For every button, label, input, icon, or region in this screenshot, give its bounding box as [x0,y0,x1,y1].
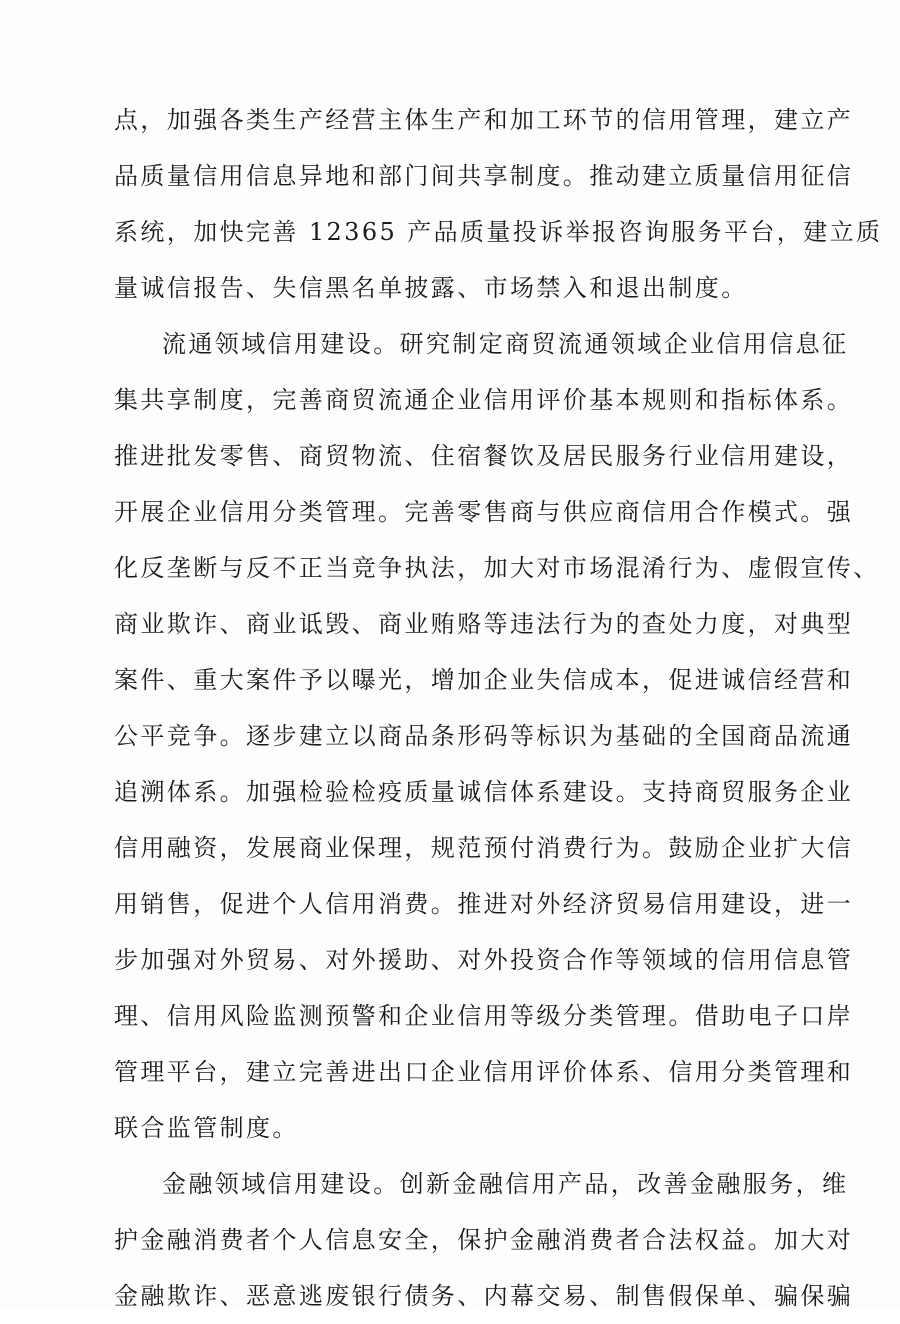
text-line: 品质量信用信息异地和部门间共享制度。推动建立质量信用征信 [114,162,854,190]
text-line: 用销售，促进个人信用消费。推进对外经济贸易信用建设，进一 [114,890,854,918]
text-line: 护金融消费者个人信息安全，保护金融消费者合法权益。加大对 [114,1226,854,1254]
text-line: 化反垄断与反不正当竞争执法，加大对市场混淆行为、虚假宣传、 [114,554,880,582]
body-text [114,92,883,1324]
text-line: 点，加强各类生产经营主体生产和加工环节的信用管理，建立产 [114,106,854,134]
text-line: 管理平台，建立完善进出口企业信用评价体系、信用分类管理和 [114,1058,854,1086]
text-line: 信用融资，发展商业保理，规范预付消费行为。鼓励企业扩大信 [114,834,854,862]
text-line: 联合监管制度。 [114,1114,299,1142]
text-line: 金融欺诈、恶意逃废银行债务、内幕交易、制售假保单、骗保骗 [114,1282,854,1310]
text-line: 量诚信报告、失信黑名单披露、市场禁入和退出制度。 [114,274,748,302]
paragraph-first-line: 金融领域信用建设。创新金融信用产品，改善金融服务，维 [162,1170,849,1198]
text-line: 案件、重大案件予以曝光，增加企业失信成本，促进诚信经营和 [114,666,854,694]
text-line: 推进批发零售、商贸物流、住宿餐饮及居民服务行业信用建设， [114,442,854,470]
paragraph-first-line: 流通领域信用建设。研究制定商贸流通领域企业信用信息征 [162,330,849,358]
text-line: 商业欺诈、商业诋毁、商业贿赂等违法行为的查处力度，对典型 [114,610,854,638]
text-line: 理、信用风险监测预警和企业信用等级分类管理。借助电子口岸 [114,1002,854,1030]
text-line: 追溯体系。加强检验检疫质量诚信体系建设。支持商贸服务企业 [114,778,854,806]
text-line: 集共享制度，完善商贸流通企业信用评价基本规则和指标体系。 [114,386,854,414]
text-line: 系统，加快完善 12365 产品质量投诉举报咨询服务平台，建立质 [114,218,883,246]
text-line: 步加强对外贸易、对外援助、对外投资合作等领域的信用信息管 [114,946,854,974]
text-line: 公平竞争。逐步建立以商品条形码等标识为基础的全国商品流通 [114,722,854,750]
text-line: 开展企业信用分类管理。完善零售商与供应商信用合作模式。强 [114,498,854,526]
